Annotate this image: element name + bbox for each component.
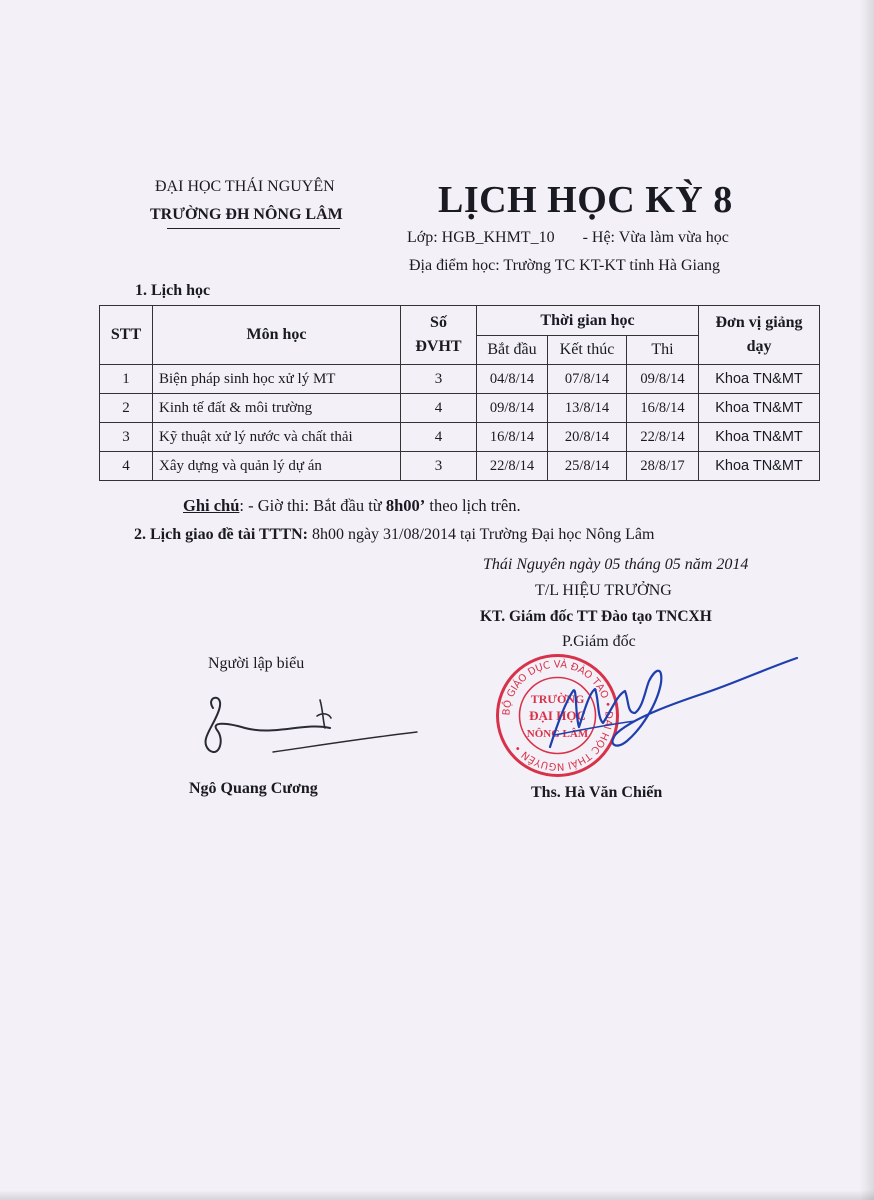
row-stt: 4 <box>100 452 153 481</box>
signoff-date: Thái Nguyên ngày 05 tháng 05 năm 2014 <box>483 556 749 573</box>
header-unit-line2: dạy <box>746 338 772 355</box>
row-subject: Biện pháp sinh học xử lý MT <box>153 365 401 394</box>
page-title: LỊCH HỌC KỲ 8 <box>438 179 733 221</box>
row-unit: Khoa TN&MT <box>699 394 820 423</box>
table-row <box>100 452 820 481</box>
row-exam: 09/8/14 <box>627 365 699 394</box>
row-credits: 4 <box>401 423 477 452</box>
table-row <box>100 423 820 452</box>
row-end: 25/8/14 <box>548 452 627 481</box>
paper-right-shadow <box>860 0 874 1200</box>
thesis-schedule <box>134 526 654 544</box>
section-schedule-title: 1. Lịch học <box>135 282 211 299</box>
header-credits <box>401 306 477 365</box>
school-underline <box>167 228 340 229</box>
seal-line-3: NÔNG LÂM <box>526 728 589 740</box>
header-unit <box>699 306 820 365</box>
paper-bottom-shadow <box>0 1190 874 1200</box>
preparer-name: Ngô Quang Cương <box>189 780 318 797</box>
header-credits-line2: ĐVHT <box>415 338 462 355</box>
row-start: 16/8/14 <box>477 423 548 452</box>
note-text-after: theo lịch trên. <box>425 496 521 515</box>
header-subject: Môn học <box>153 306 401 365</box>
note-label: Ghi chú <box>183 496 240 515</box>
seal-line-1: TRƯỜNG <box>530 692 585 706</box>
class-info: Lớp: HGB_KHMT_10 - Hệ: Vừa làm vừa học <box>407 229 729 246</box>
seal-ring-text: BỘ GIÁO DỤC VÀ ĐÀO TẠO • ĐẠI HỌC THÁI NGUYÊN • <box>501 659 614 772</box>
thesis-text: 8h00 ngày 31/08/2014 tại Trường Đại học Nông Lâm <box>307 526 655 543</box>
preparer-role: Người lập biểu <box>208 655 305 672</box>
row-end: 07/8/14 <box>548 365 627 394</box>
university-name: ĐẠI HỌC THÁI NGUYÊN <box>155 178 335 195</box>
seal-line-2: ĐẠI HỌC <box>529 708 586 723</box>
director-name: Ths. Hà Văn Chiến <box>531 784 663 801</box>
row-unit: Khoa TN&MT <box>699 365 820 394</box>
row-exam: 16/8/14 <box>627 394 699 423</box>
row-subject: Kinh tế đất & môi trường <box>153 394 401 423</box>
table-row <box>100 365 820 394</box>
row-start: 04/8/14 <box>477 365 548 394</box>
row-credits: 3 <box>401 452 477 481</box>
study-location: Địa điểm học: Trường TC KT-KT tỉnh Hà Giang <box>409 257 721 274</box>
row-subject: Xây dựng và quản lý dự án <box>153 452 401 481</box>
director-signature <box>545 655 800 755</box>
header-credits-line1: Số <box>430 314 447 331</box>
row-stt: 1 <box>100 365 153 394</box>
row-unit: Khoa TN&MT <box>699 452 820 481</box>
row-credits: 4 <box>401 394 477 423</box>
row-credits: 3 <box>401 365 477 394</box>
exam-note <box>183 496 521 516</box>
row-end: 20/8/14 <box>548 423 627 452</box>
header-exam: Thi <box>627 336 699 365</box>
row-start: 09/8/14 <box>477 394 548 423</box>
signoff-kt: KT. Giám đốc TT Đào tạo TNCXH <box>480 608 712 625</box>
signoff-position: P.Giám đốc <box>562 633 636 650</box>
thesis-label: 2. Lịch giao đề tài TTTN: <box>134 526 308 543</box>
note-time: 8h00’ <box>385 496 426 515</box>
row-unit: Khoa TN&MT <box>699 423 820 452</box>
row-start: 22/8/14 <box>477 452 548 481</box>
signoff-tl: T/L HIỆU TRƯỞNG <box>535 582 672 599</box>
header-unit-line1: Đơn vị giảng <box>715 314 803 331</box>
table-row <box>100 394 820 423</box>
school-name: TRƯỜNG ĐH NÔNG LÂM <box>150 206 343 223</box>
row-subject: Kỹ thuật xử lý nước và chất thải <box>153 423 401 452</box>
header-start: Bắt đầu <box>477 336 548 365</box>
header-stt: STT <box>100 306 153 365</box>
row-exam: 22/8/14 <box>627 423 699 452</box>
note-text-before: : - Giờ thi: Bắt đầu từ <box>239 496 386 515</box>
preparer-signature <box>195 688 420 763</box>
row-end: 13/8/14 <box>548 394 627 423</box>
row-stt: 2 <box>100 394 153 423</box>
row-stt: 3 <box>100 423 153 452</box>
row-exam: 28/8/17 <box>627 452 699 481</box>
header-time-group: Thời gian học <box>477 306 699 336</box>
header-end: Kết thúc <box>548 336 627 365</box>
schedule-table <box>99 305 820 481</box>
